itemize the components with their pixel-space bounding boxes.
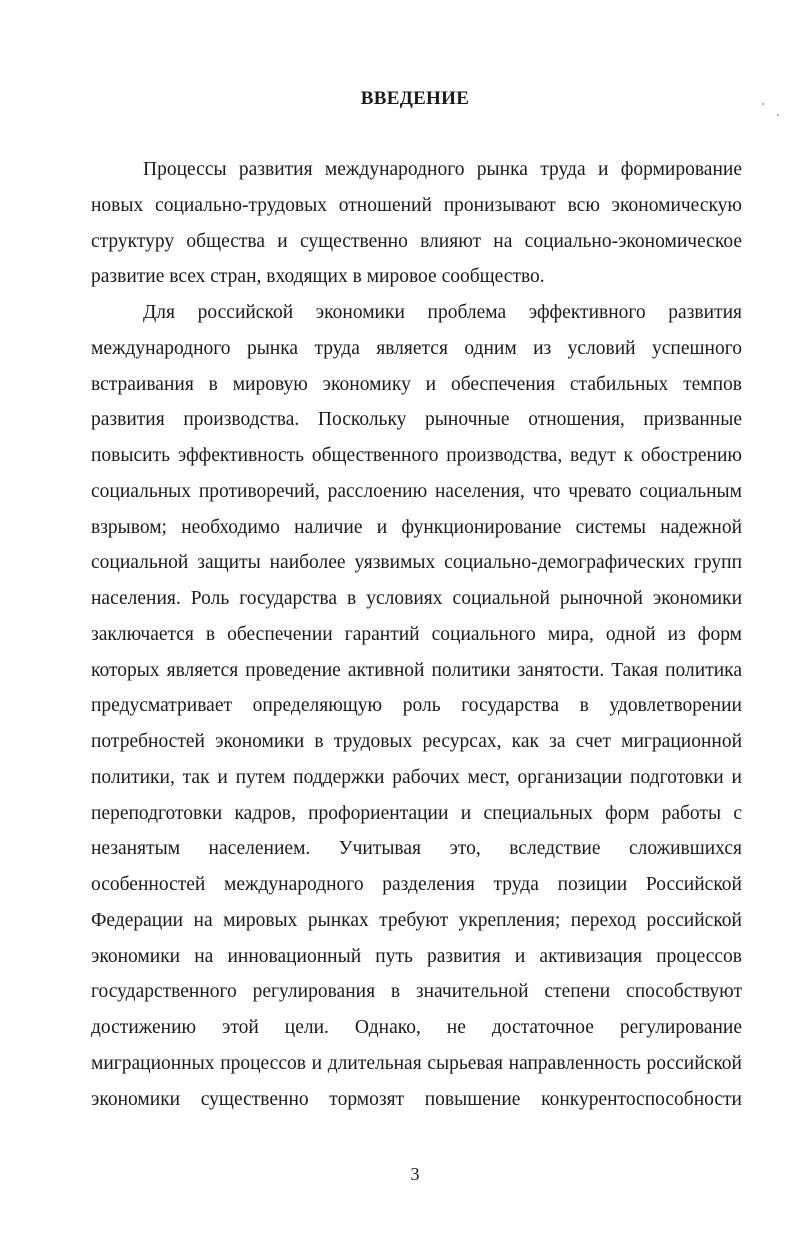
paragraph-line: достижению этой цели. Однако, не достаточное регулирование (91, 1017, 742, 1038)
paragraph-line: развития производства. Поскольку рыночные отношения, призванные (91, 409, 742, 430)
paragraph-line: экономики на инновационный путь развития и активизация процессов (91, 946, 742, 967)
scan-speck (762, 103, 764, 105)
paragraph-line: социальной защиты наиболее уязвимых социально-демографических групп (91, 552, 742, 573)
paragraph-line: государственного регулирования в значительной степени способствуют (91, 981, 742, 1002)
paragraph-line: развитие всех стран, входящих в мировое сообщество. (91, 266, 545, 287)
paragraph-line: заключается в обеспечении гарантий социального мира, одной из форм (91, 624, 742, 645)
page-number: 3 (410, 1164, 420, 1184)
scan-speck (777, 114, 779, 116)
paragraph-line: Для российской экономики проблема эффективного развития (143, 302, 742, 323)
paragraph-line: повысить эффективность общественного производства, ведут к обострению (91, 445, 742, 466)
paragraph-line: новых социально-трудовых отношений пронизывают всю экономическую (91, 195, 742, 216)
paragraph-line: политики, так и путем поддержки рабочих мест, организации подготовки и (91, 767, 742, 788)
paragraph-line: незанятым населением. Учитывая это, вследствие сложившихся (91, 838, 742, 859)
paragraph-line: Федерации на мировых рынках требуют укрепления; переход российской (91, 910, 742, 931)
paragraph-line: встраивания в мировую экономику и обеспечения стабильных темпов (91, 374, 742, 395)
paragraph-line: социальных противоречий, расслоению населения, что чревато социальным (91, 481, 742, 502)
paragraph-line: переподготовки кадров, профориентации и специальных форм работы с (91, 803, 742, 824)
paragraph-line: предусматривает определяющую роль государства в удовлетворении (91, 695, 742, 716)
paragraph-line: структуру общества и существенно влияют на социально-экономическое (91, 231, 742, 252)
paragraph-line: экономики существенно тормозят повышение конкурентоспособности (91, 1089, 742, 1110)
paragraph-line: особенностей международного разделения труда позиции Российской (91, 874, 742, 895)
paragraph-line: международного рынка труда является одним из условий успешного (91, 338, 742, 359)
paragraph-line: миграционных процессов и длительная сырьевая направленность российской (91, 1053, 742, 1074)
paragraph-line: Процессы развития международного рынка труда и формирование (143, 159, 742, 180)
paragraph-line: населения. Роль государства в условиях социальной рыночной экономики (91, 588, 742, 609)
paragraph-line: которых является проведение активной политики занятости. Такая политика (91, 660, 742, 681)
section-title: ВВЕДЕНИЕ (360, 88, 470, 109)
paragraph-line: взрывом; необходимо наличие и функционирование системы надежной (91, 517, 742, 538)
paragraph-line: потребностей экономики в трудовых ресурсах, как за счет миграционной (91, 731, 742, 752)
